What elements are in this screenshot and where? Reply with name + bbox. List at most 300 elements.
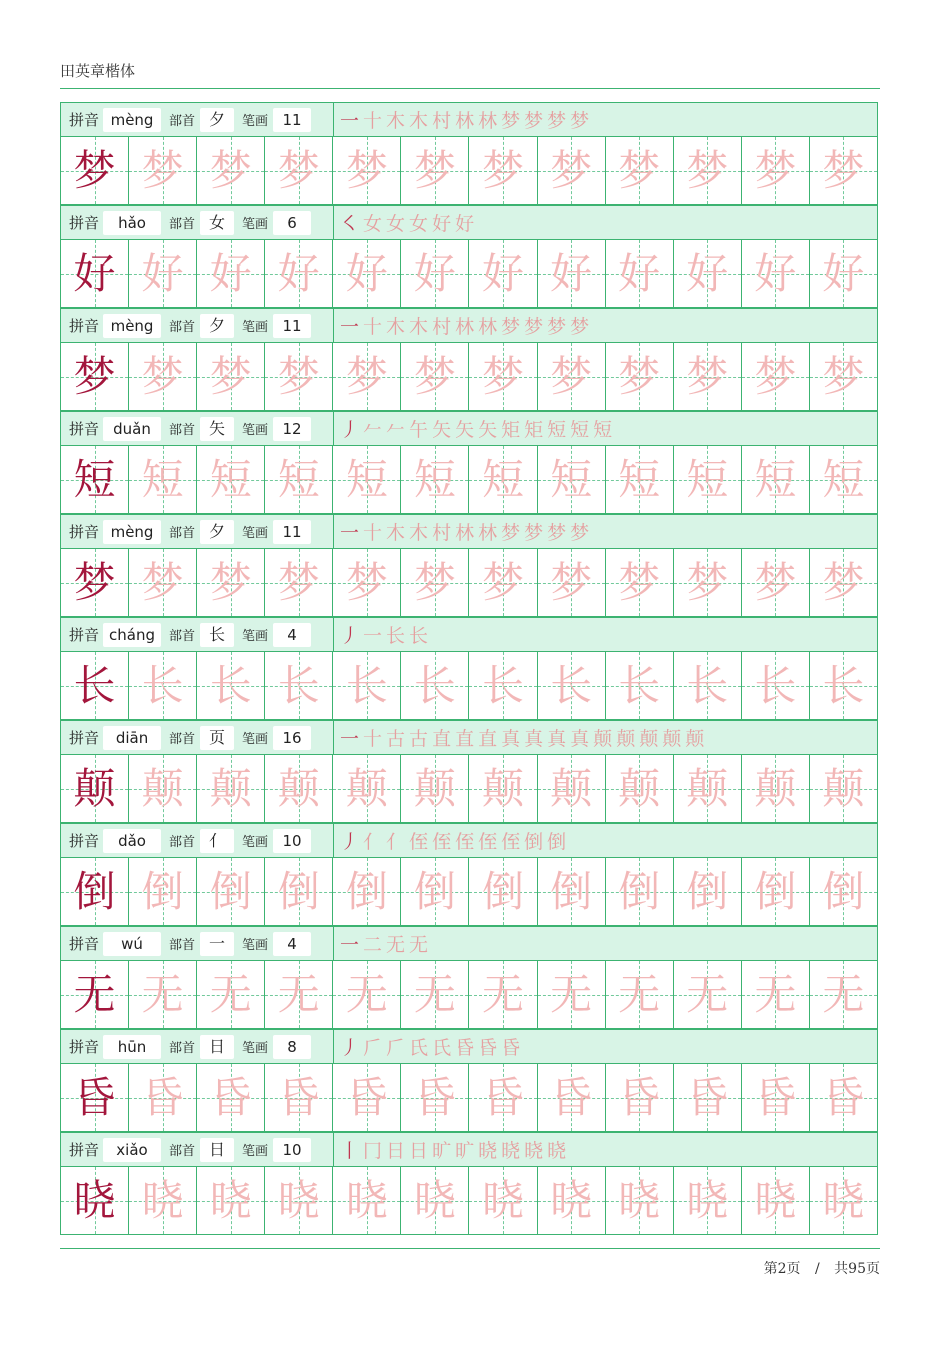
tracing-cell[interactable] [538, 240, 606, 307]
character-info-bar [60, 1029, 878, 1063]
tracing-cell[interactable] [401, 652, 469, 719]
trace-character: 梦 [209, 557, 252, 607]
trace-character: 长 [482, 660, 525, 710]
tracing-cell[interactable] [333, 240, 401, 307]
stroke-step: 林 [455, 316, 476, 338]
tracing-cell[interactable] [538, 137, 606, 204]
tracing-cell[interactable] [469, 446, 537, 513]
trace-character: 晓 [686, 1175, 729, 1225]
radical-label: 部首 [169, 320, 196, 335]
trace-character: 昏 [482, 1072, 525, 1122]
tracing-cell[interactable] [674, 858, 742, 925]
pinyin-label: 拼音 [69, 626, 100, 644]
trace-character: 长 [413, 660, 456, 710]
stroke-order-sequence [333, 1133, 877, 1166]
trace-character: 梦 [277, 351, 320, 401]
stroke-order-sequence [333, 824, 877, 857]
stroke-order-sequence [333, 721, 877, 754]
pinyin-label: 拼音 [69, 832, 100, 850]
tracing-cell[interactable] [469, 1167, 537, 1234]
trace-character: 昏 [413, 1072, 456, 1122]
stroke-step: 侄 [409, 831, 430, 853]
tracing-cell[interactable] [606, 240, 674, 307]
trace-character: 梦 [618, 351, 661, 401]
stroke-step: 梦 [524, 110, 545, 132]
trace-character: 无 [277, 969, 320, 1019]
model-character: 梦 [73, 351, 116, 401]
radical-label: 部首 [169, 526, 196, 541]
stroke-count-value: 11 [273, 314, 311, 338]
tracing-cell[interactable] [810, 755, 877, 822]
tracing-cell[interactable] [401, 549, 469, 616]
tracing-cell[interactable] [469, 137, 537, 204]
character-block [60, 926, 878, 1029]
tracing-cell[interactable] [265, 343, 333, 410]
radical-label: 部首 [169, 1144, 196, 1159]
stroke-step: 晓 [547, 1140, 568, 1162]
model-character-cell [61, 858, 129, 925]
trace-character: 梦 [686, 145, 729, 195]
tracing-cell[interactable] [606, 652, 674, 719]
tracing-cell[interactable] [197, 858, 265, 925]
tracing-cell[interactable] [129, 858, 197, 925]
stroke-count-value: 10 [273, 829, 311, 853]
stroke-step: 氏 [409, 1037, 430, 1059]
tracing-cell[interactable] [810, 961, 877, 1028]
stroke-step: 梦 [547, 110, 568, 132]
tracing-cell[interactable] [401, 240, 469, 307]
tracing-cell[interactable] [197, 961, 265, 1028]
practice-cells-row [60, 1166, 878, 1235]
tracing-cell[interactable] [674, 1064, 742, 1131]
tracing-cell[interactable] [742, 240, 810, 307]
trace-character: 倒 [141, 866, 184, 916]
tracing-cell[interactable] [265, 549, 333, 616]
radical-label: 部首 [169, 423, 196, 438]
tracing-cell[interactable] [401, 1167, 469, 1234]
tracing-cell[interactable] [538, 858, 606, 925]
stroke-step: 长 [409, 625, 430, 647]
stroke-step: 梦 [570, 522, 591, 544]
tracing-cell[interactable] [742, 549, 810, 616]
tracing-cell[interactable] [538, 652, 606, 719]
stroke-order-sequence [333, 206, 877, 239]
tracing-cell[interactable] [129, 652, 197, 719]
character-info-bar [60, 617, 878, 651]
tracing-cell[interactable] [742, 137, 810, 204]
trace-character: 无 [345, 969, 388, 1019]
tracing-cell[interactable] [606, 446, 674, 513]
tracing-cell[interactable] [197, 549, 265, 616]
character-block [60, 823, 878, 926]
tracing-cell[interactable] [810, 549, 877, 616]
tracing-cell[interactable] [674, 1167, 742, 1234]
tracing-cell[interactable] [606, 858, 674, 925]
tracing-cell[interactable] [606, 343, 674, 410]
stroke-order-sequence [333, 1030, 877, 1063]
trace-character: 倒 [686, 866, 729, 916]
tracing-cell[interactable] [401, 858, 469, 925]
tracing-cell[interactable] [469, 343, 537, 410]
tracing-cell[interactable] [333, 755, 401, 822]
stroke-count-value: 11 [273, 520, 311, 544]
stroke-step: 一 [340, 110, 361, 132]
radical-label: 部首 [169, 217, 196, 232]
trace-character: 晓 [345, 1175, 388, 1225]
tracing-cell[interactable] [265, 755, 333, 822]
model-character-cell [61, 446, 129, 513]
tracing-cell[interactable] [674, 652, 742, 719]
stroke-step: 短 [570, 419, 591, 441]
stroke-step: 梦 [570, 110, 591, 132]
trace-character: 短 [277, 454, 320, 504]
tracing-cell[interactable] [401, 446, 469, 513]
trace-character: 晓 [277, 1175, 320, 1225]
stroke-step: 丿 [340, 419, 361, 441]
tracing-cell[interactable] [538, 446, 606, 513]
stroke-order-sequence [333, 927, 877, 960]
trace-character: 晓 [482, 1175, 525, 1225]
trace-character: 倒 [550, 866, 593, 916]
tracing-cell[interactable] [265, 858, 333, 925]
tracing-cell[interactable] [197, 1167, 265, 1234]
tracing-cell[interactable] [333, 1167, 401, 1234]
stroke-step: 木 [386, 110, 407, 132]
character-block [60, 102, 878, 205]
pinyin-value: dǎo [103, 829, 161, 853]
tracing-cell[interactable] [469, 549, 537, 616]
tracing-cell[interactable] [265, 1064, 333, 1131]
tracing-cell[interactable] [197, 1064, 265, 1131]
model-character: 好 [73, 248, 116, 298]
stroke-step: 村 [432, 316, 453, 338]
tracing-cell[interactable] [538, 961, 606, 1028]
stroke-order-sequence [333, 618, 877, 651]
stroke-step: 女 [386, 213, 407, 235]
stroke-step: 倒 [524, 831, 545, 853]
stroke-step: 矢 [478, 419, 499, 441]
stroke-step: 矩 [501, 419, 522, 441]
stroke-step: 倒 [547, 831, 568, 853]
stroke-step: 长 [386, 625, 407, 647]
tracing-cell[interactable] [401, 755, 469, 822]
tracing-cell[interactable] [129, 549, 197, 616]
radical-label: 部首 [169, 732, 196, 747]
tracing-cell[interactable] [742, 652, 810, 719]
trace-character: 梦 [822, 351, 865, 401]
radical-value: 长 [200, 623, 234, 647]
tracing-cell[interactable] [742, 446, 810, 513]
stroke-step: 短 [593, 419, 614, 441]
page-header-title: 田英章楷体 [60, 62, 136, 80]
tracing-cell[interactable] [469, 652, 537, 719]
tracing-cell[interactable] [265, 1167, 333, 1234]
trace-character: 晓 [754, 1175, 797, 1225]
tracing-cell[interactable] [469, 240, 537, 307]
tracing-cell[interactable] [129, 755, 197, 822]
stroke-step: 无 [386, 934, 407, 956]
trace-character: 昏 [550, 1072, 593, 1122]
tracing-cell[interactable] [333, 858, 401, 925]
trace-character: 梦 [686, 351, 729, 401]
tracing-cell[interactable] [810, 240, 877, 307]
practice-cells-row [60, 548, 878, 617]
trace-character: 梦 [482, 145, 525, 195]
character-info-bar [60, 102, 878, 136]
pinyin-value: mèng [103, 314, 161, 338]
radical-value: 日 [200, 1138, 234, 1162]
tracing-cell[interactable] [129, 961, 197, 1028]
trace-character: 倒 [277, 866, 320, 916]
trace-character: 短 [345, 454, 388, 504]
tracing-cell[interactable] [742, 755, 810, 822]
radical-value: 夕 [200, 520, 234, 544]
tracing-cell[interactable] [197, 446, 265, 513]
tracing-cell[interactable] [401, 1064, 469, 1131]
trace-character: 晓 [209, 1175, 252, 1225]
tracing-cell[interactable] [197, 343, 265, 410]
trace-character: 短 [482, 454, 525, 504]
stroke-step: 颠 [639, 728, 660, 750]
tracing-cell[interactable] [674, 240, 742, 307]
trace-character: 梦 [345, 351, 388, 401]
practice-cells-row [60, 136, 878, 205]
trace-character: 倒 [209, 866, 252, 916]
tracing-cell[interactable] [810, 1167, 877, 1234]
character-block [60, 617, 878, 720]
trace-character: 好 [413, 248, 456, 298]
footer-divider [60, 1248, 880, 1249]
character-info-bar [60, 823, 878, 857]
tracing-cell[interactable] [674, 343, 742, 410]
trace-character: 短 [550, 454, 593, 504]
tracing-cell[interactable] [265, 446, 333, 513]
tracing-cell[interactable] [197, 652, 265, 719]
model-character: 短 [73, 454, 116, 504]
trace-character: 短 [686, 454, 729, 504]
tracing-cell[interactable] [333, 446, 401, 513]
tracing-cell[interactable] [742, 343, 810, 410]
stroke-step: 一 [363, 625, 384, 647]
stroke-step: 侄 [501, 831, 522, 853]
tracing-cell[interactable] [265, 961, 333, 1028]
pinyin-label: 拼音 [69, 420, 100, 438]
model-character: 倒 [73, 866, 116, 916]
stroke-step: 颠 [685, 728, 706, 750]
radical-label: 部首 [169, 938, 196, 953]
character-block [60, 411, 878, 514]
tracing-cell[interactable] [265, 137, 333, 204]
tracing-cell[interactable] [129, 137, 197, 204]
tracing-cell[interactable] [129, 446, 197, 513]
tracing-cell[interactable] [674, 961, 742, 1028]
tracing-cell[interactable] [538, 1064, 606, 1131]
trace-character: 倒 [345, 866, 388, 916]
stroke-step: 梦 [501, 522, 522, 544]
trace-character: 颠 [413, 763, 456, 813]
trace-character: 无 [209, 969, 252, 1019]
stroke-step: 𠂆 [363, 1037, 384, 1059]
trace-character: 晓 [618, 1175, 661, 1225]
practice-cells-row [60, 342, 878, 411]
stroke-step: 侄 [455, 831, 476, 853]
tracing-cell[interactable] [606, 755, 674, 822]
trace-character: 短 [618, 454, 661, 504]
tracing-cell[interactable] [333, 549, 401, 616]
trace-character: 长 [277, 660, 320, 710]
stroke-count-label: 笔画 [242, 732, 269, 747]
character-info-bar [60, 1132, 878, 1166]
stroke-step: 颠 [662, 728, 683, 750]
tracing-cell[interactable] [333, 961, 401, 1028]
pinyin-value: mèng [103, 108, 161, 132]
character-info-bar [60, 205, 878, 239]
tracing-cell[interactable] [606, 137, 674, 204]
tracing-cell[interactable] [742, 1064, 810, 1131]
model-character-cell [61, 1064, 129, 1131]
tracing-cell[interactable] [538, 343, 606, 410]
trace-character: 晓 [550, 1175, 593, 1225]
model-character-cell [61, 652, 129, 719]
stroke-order-sequence [333, 515, 877, 548]
stroke-step: 二 [363, 934, 384, 956]
header-divider [60, 88, 880, 89]
model-character: 昏 [73, 1072, 116, 1122]
tracing-cell[interactable] [469, 858, 537, 925]
pinyin-label: 拼音 [69, 523, 100, 541]
tracing-cell[interactable] [538, 1167, 606, 1234]
tracing-cell[interactable] [810, 1064, 877, 1131]
tracing-cell[interactable] [197, 137, 265, 204]
stroke-count-value: 4 [273, 623, 311, 647]
page-footer [764, 1258, 880, 1278]
trace-character: 梦 [141, 557, 184, 607]
trace-character: 颠 [754, 763, 797, 813]
trace-character: 梦 [754, 145, 797, 195]
stroke-step: 氏 [432, 1037, 453, 1059]
tracing-cell[interactable] [129, 1167, 197, 1234]
stroke-step: 好 [455, 213, 476, 235]
tracing-cell[interactable] [606, 549, 674, 616]
trace-character: 无 [822, 969, 865, 1019]
tracing-cell[interactable] [810, 137, 877, 204]
stroke-step: 丿 [340, 1037, 361, 1059]
tracing-cell[interactable] [742, 858, 810, 925]
character-info-bar [60, 926, 878, 960]
tracing-cell[interactable] [401, 343, 469, 410]
pinyin-value: mèng [103, 520, 161, 544]
tracing-cell[interactable] [333, 1064, 401, 1131]
tracing-cell[interactable] [810, 343, 877, 410]
trace-character: 好 [754, 248, 797, 298]
trace-character: 好 [482, 248, 525, 298]
tracing-cell[interactable] [401, 137, 469, 204]
tracing-cell[interactable] [129, 343, 197, 410]
tracing-cell[interactable] [469, 1064, 537, 1131]
tracing-cell[interactable] [742, 1167, 810, 1234]
stroke-step: 丿 [340, 831, 361, 853]
tracing-cell[interactable] [333, 652, 401, 719]
tracing-cell[interactable] [265, 240, 333, 307]
model-character-cell [61, 961, 129, 1028]
character-block [60, 1132, 878, 1235]
model-character: 无 [73, 969, 116, 1019]
stroke-step: 晓 [501, 1140, 522, 1162]
tracing-cell[interactable] [538, 755, 606, 822]
stroke-step: 梦 [501, 316, 522, 338]
model-character: 梦 [73, 557, 116, 607]
pinyin-label: 拼音 [69, 111, 100, 129]
stroke-count-value: 8 [273, 1035, 311, 1059]
stroke-count-value: 10 [273, 1138, 311, 1162]
tracing-cell[interactable] [674, 446, 742, 513]
trace-character: 梦 [345, 145, 388, 195]
trace-character: 短 [822, 454, 865, 504]
stroke-step: 昏 [501, 1037, 522, 1059]
tracing-cell[interactable] [606, 1064, 674, 1131]
radical-label: 部首 [169, 1041, 196, 1056]
model-character-cell [61, 549, 129, 616]
trace-character: 昏 [141, 1072, 184, 1122]
stroke-count-label: 笔画 [242, 526, 269, 541]
trace-character: 梦 [141, 351, 184, 401]
tracing-cell[interactable] [606, 961, 674, 1028]
trace-character: 昏 [686, 1072, 729, 1122]
trace-character: 昏 [822, 1072, 865, 1122]
pinyin-label: 拼音 [69, 1141, 100, 1159]
stroke-count-value: 11 [273, 108, 311, 132]
trace-character: 长 [822, 660, 865, 710]
tracing-cell[interactable] [810, 446, 877, 513]
pinyin-value: xiǎo [103, 1138, 161, 1162]
trace-character: 短 [754, 454, 797, 504]
trace-character: 梦 [482, 351, 525, 401]
stroke-step: 颠 [593, 728, 614, 750]
tracing-cell[interactable] [674, 755, 742, 822]
tracing-cell[interactable] [197, 240, 265, 307]
tracing-cell[interactable] [469, 755, 537, 822]
tracing-cell[interactable] [674, 137, 742, 204]
stroke-step: 木 [386, 522, 407, 544]
stroke-step: 真 [570, 728, 591, 750]
tracing-cell[interactable] [810, 652, 877, 719]
tracing-cell[interactable] [538, 549, 606, 616]
tracing-cell[interactable] [265, 652, 333, 719]
trace-character: 梦 [413, 557, 456, 607]
character-info-bar [60, 720, 878, 754]
tracing-cell[interactable] [469, 961, 537, 1028]
stroke-step: 午 [409, 419, 430, 441]
trace-character: 颠 [482, 763, 525, 813]
character-block [60, 205, 878, 308]
tracing-cell[interactable] [401, 961, 469, 1028]
tracing-cell[interactable] [197, 755, 265, 822]
character-info-bar [60, 514, 878, 548]
trace-character: 好 [618, 248, 661, 298]
tracing-cell[interactable] [742, 961, 810, 1028]
tracing-cell[interactable] [129, 240, 197, 307]
tracing-cell[interactable] [674, 549, 742, 616]
page-number: 第2页 [763, 1261, 801, 1277]
tracing-cell[interactable] [333, 343, 401, 410]
tracing-cell[interactable] [129, 1064, 197, 1131]
stroke-step: 𠂉 [363, 419, 384, 441]
tracing-cell[interactable] [333, 137, 401, 204]
stroke-step: 无 [409, 934, 430, 956]
tracing-cell[interactable] [810, 858, 877, 925]
stroke-step: 好 [432, 213, 453, 235]
tracing-cell[interactable] [606, 1167, 674, 1234]
